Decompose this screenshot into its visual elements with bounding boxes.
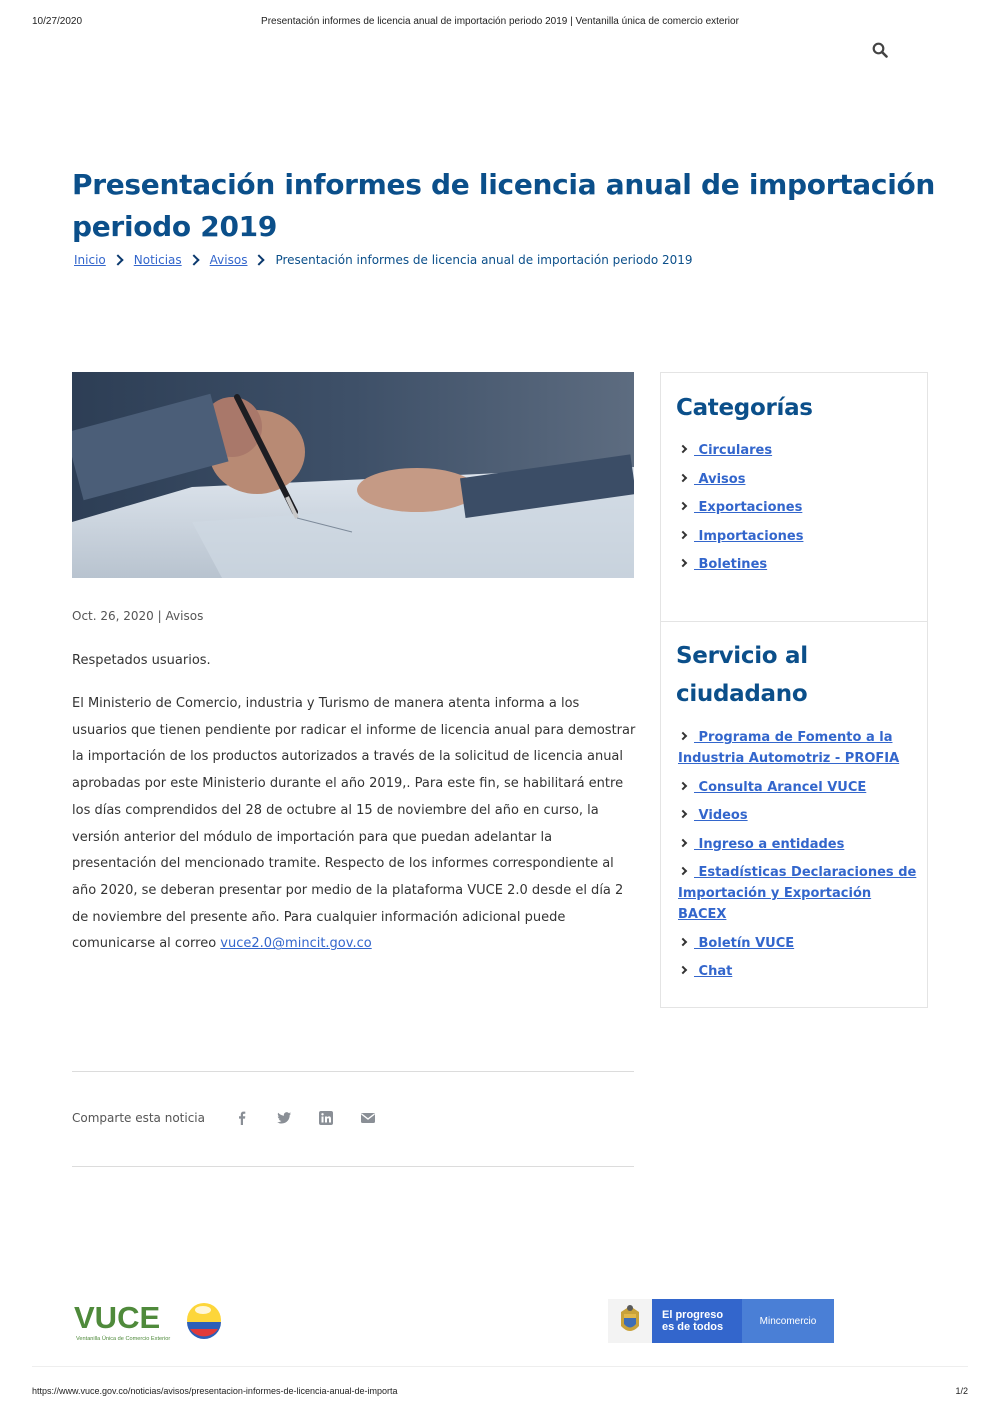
vuce-logo-text: VUCE [74,1300,161,1335]
list-item [678,834,920,855]
vuce-logo-tagline: Ventanilla Única de Comercio Exterior [76,1336,171,1342]
chevron-right-icon [679,937,687,945]
article-date: Oct. 26, 2020 [72,609,154,623]
chevron-right-icon [679,445,687,453]
service-link-chat[interactable]: Chat [694,964,733,979]
article-image [72,372,634,578]
list-item [678,805,920,826]
article-meta [72,609,203,623]
chevron-right-icon [679,732,687,740]
category-link-circulares[interactable]: Circulares [694,443,773,458]
divider [72,1071,634,1072]
meta-separator: | [157,609,162,623]
list-item [678,933,920,954]
breadcrumb [74,253,693,267]
categories-list [678,440,920,583]
services-list [678,727,920,990]
share-label: Comparte esta noticia [72,1111,205,1125]
chevron-right-icon [254,254,265,265]
breadcrumb-noticias[interactable]: Noticias [133,253,182,267]
service-link-ingreso[interactable]: Ingreso a entidades [694,836,845,852]
print-url: https://www.vuce.gov.co/noticias/avisos/presentacion-informes-de-licencia-anual-de-importa [32,1386,398,1396]
print-header [32,16,968,30]
list-item [678,526,920,547]
sidebar-divider [661,621,927,622]
list-item [678,961,920,982]
share-icons [234,1110,376,1126]
facebook-icon[interactable] [234,1110,250,1126]
category-link-avisos[interactable]: Avisos [694,471,746,487]
linkedin-icon[interactable] [318,1110,334,1126]
list-item [678,727,920,769]
list-item [678,862,920,925]
category-link-exportaciones[interactable]: Exportaciones [694,500,803,515]
service-link-boletin[interactable]: Boletín VUCE [694,935,795,951]
email-icon[interactable] [360,1110,376,1126]
breadcrumb-avisos[interactable]: Avisos [209,253,248,267]
categories-title: Categorías [676,395,813,421]
gov-slogan-line1: El progreso [662,1309,724,1321]
chevron-right-icon [112,254,123,265]
footer-divider [32,1366,968,1367]
sidebar [660,372,928,1008]
contact-email-link[interactable]: vuce2.0@mincit.gov.co [220,936,372,952]
list-item [678,469,920,490]
print-page-number: 1/2 [955,1386,968,1396]
chevron-right-icon [679,530,687,538]
list-item [678,777,920,798]
service-link-arancel[interactable]: Consulta Arancel VUCE [694,779,867,795]
list-item [678,497,920,518]
article-body [72,691,637,958]
list-item [678,554,920,575]
chevron-right-icon [679,966,687,974]
page-title: Presentación informes de licencia anual de importación periodo 2019 [72,168,936,243]
service-link-bacex[interactable]: Estadísticas Declaraciones de Importación y Exportación BACEX [678,865,917,922]
gov-slogan-line2: es de todos [662,1321,724,1333]
vuce-logo[interactable] [74,1298,224,1344]
service-title: Servicio al ciudadano [676,643,808,707]
chevron-right-icon [679,810,687,818]
print-date: 10/27/2020 [32,16,83,27]
category-link-boletines[interactable]: Boletines [694,557,768,572]
gov-slogan [652,1299,742,1343]
breadcrumb-inicio[interactable]: Inicio [74,253,106,267]
print-title: Presentación informes de licencia anual de importación periodo 2019 | Ventanilla única de comercio exterior [261,16,739,27]
print-footer [32,1386,968,1398]
article-greeting: Respetados usuarios. [72,653,211,668]
breadcrumb-current: Presentación informes de licencia anual de importación periodo 2019 [275,253,693,267]
chevron-right-icon [679,867,687,875]
chevron-right-icon [679,559,687,567]
list-item [678,440,920,461]
chevron-right-icon [679,781,687,789]
twitter-icon[interactable] [276,1110,292,1126]
category-link-importaciones[interactable]: Importaciones [694,528,804,544]
coat-of-arms-icon [608,1299,652,1343]
chevron-right-icon [188,254,199,265]
service-link-profia[interactable]: Programa de Fomento a la Industria Automotriz - PROFIA [678,730,900,766]
chevron-right-icon [679,502,687,510]
government-banner[interactable] [608,1299,834,1343]
chevron-right-icon [679,473,687,481]
article-body-text: El Ministerio de Comercio, industria y Turismo de manera atenta informa a los usuarios que tienen pendiente por radicar el informe de licencia anual para demostrar la importación de los productos autorizados a través de la solicitud de licencia anual aprobadas por este Ministerio durante el año 2019,. Para este fin, se habilitará entre los días comprendidos del 28 de octubre al 15 de noviembre del año en curso, la versión anterior del módulo de importación para que puedan adelantar la presentación del mencionado tramite. Respecto de los informes correspondiente al año 2020, se deberan presentar por medio de la plataforma VUCE 2.0 desde el día 2 de noviembre del presente año. Para cualquier información adicional puede comunicarse al correo [72,696,636,952]
chevron-right-icon [679,838,687,846]
article-category: Avisos [165,609,204,623]
ministry-label: Mincomercio [742,1299,834,1343]
service-link-videos[interactable]: Videos [694,808,748,823]
divider [72,1166,634,1167]
search-icon[interactable] [872,42,888,58]
